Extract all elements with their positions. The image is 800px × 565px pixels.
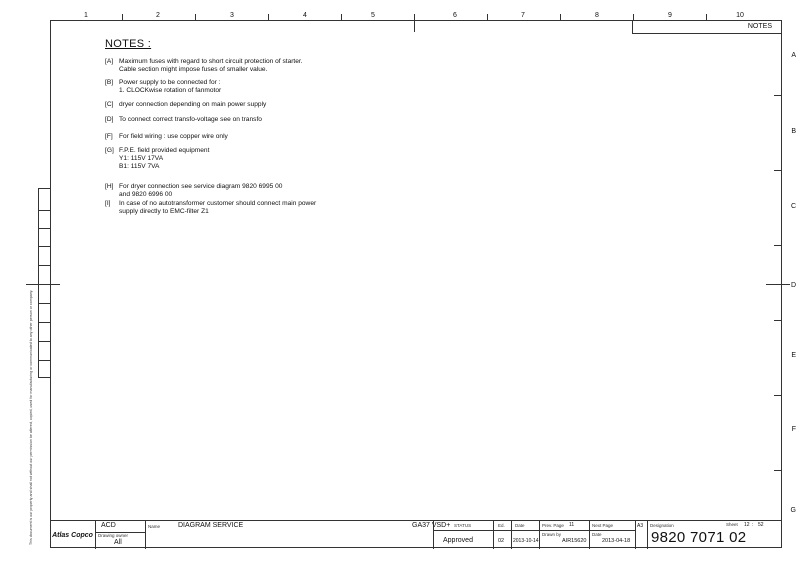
column-number: 8 <box>595 12 599 19</box>
edition-cell <box>493 521 511 549</box>
row-letter: F <box>791 426 796 433</box>
prev-page-cell <box>539 521 589 549</box>
column-tick <box>341 14 342 21</box>
model-name: GA37 VSD+ <box>412 522 451 529</box>
sheet-total: 52 <box>758 522 764 528</box>
note-line: Cable section might impose fuses of smaller value. <box>119 66 268 73</box>
note-line: 1. CLOCKwise rotation of fanmotor <box>119 87 222 94</box>
date-value: 2013-10-14 <box>513 538 539 544</box>
note-item <box>105 79 221 95</box>
side-copyright-notice: This document is our property and shall not without our permission be altered, copied, used for manufacturing or communicated to any other person or company. <box>29 289 33 545</box>
status-value: Approved <box>443 537 473 544</box>
row-tick <box>766 284 790 285</box>
note-tag: [A] <box>105 58 114 65</box>
column-number: 9 <box>668 12 672 19</box>
header-notes-label: NOTES <box>747 23 772 30</box>
acd-label: ACD <box>101 522 116 529</box>
strip-line <box>38 210 50 211</box>
column-number: 5 <box>371 12 375 19</box>
edition-value: 02 <box>498 538 505 544</box>
strip-line <box>38 322 50 323</box>
note-line: For field wiring : use copper wire only <box>119 133 228 140</box>
note-line: Maximum fuses with regard to short circuit protection of starter. <box>119 58 303 65</box>
status-label: STATUS <box>454 523 472 528</box>
strip-line <box>38 246 50 247</box>
drawing-owner-value: All <box>114 539 122 546</box>
column-number: 2 <box>156 12 160 19</box>
row-tick <box>774 170 782 171</box>
note-line: B1: 115V 7VA <box>119 163 160 170</box>
note-line: To connect correct transfo-voltage see on transfo <box>119 116 262 123</box>
note-item <box>105 58 303 74</box>
strip-line <box>38 265 50 266</box>
drawn-by-label: Drawn by <box>542 532 562 537</box>
row-letter: D <box>790 282 796 289</box>
note-line: For dryer connection see service diagram 9820 6995 00 <box>119 183 283 190</box>
name-label: Name <box>148 524 161 529</box>
prev-page-value: 11 <box>569 522 575 528</box>
column-tick <box>195 14 196 21</box>
drawing-owner-label: Drawing owner <box>98 533 129 538</box>
note-item <box>105 200 316 216</box>
column-number: 7 <box>521 12 525 19</box>
row-letter: E <box>791 352 796 359</box>
column-number: 1 <box>84 12 88 19</box>
strip-line <box>38 341 50 342</box>
logo-cell <box>50 521 95 549</box>
row-tick <box>774 245 782 246</box>
strip-line <box>38 228 50 229</box>
strip-line <box>26 284 60 285</box>
designation-cell <box>647 521 782 549</box>
column-tick <box>268 14 269 21</box>
note-line: F.P.E. field provided equipment <box>119 147 210 154</box>
note-tag: [F] <box>105 133 113 140</box>
note-tag: [G] <box>105 147 114 154</box>
header-divider <box>414 20 415 32</box>
column-tick <box>560 14 561 21</box>
next-page-label: Next Page <box>592 523 614 528</box>
status-cell <box>433 521 493 549</box>
diagram-name: DIAGRAM SERVICE <box>178 522 244 529</box>
notes-title: NOTES : <box>105 38 152 50</box>
drawn-by-value: AIR15620 <box>562 538 587 544</box>
row-tick <box>774 470 782 471</box>
format-cell <box>635 521 647 549</box>
row-tick <box>774 95 782 96</box>
note-tag: [H] <box>105 183 114 190</box>
prev-page-label: Prev. Page <box>542 523 564 528</box>
note-item <box>105 101 266 109</box>
note-item <box>105 147 209 171</box>
edition-label: Ed. <box>498 523 505 528</box>
note-line: In case of no autotransformer customer should connect main power <box>119 200 317 207</box>
strip-line <box>38 303 50 304</box>
sheet-number: 12 <box>744 522 750 528</box>
date2-label: Date <box>592 532 602 537</box>
format-value: A3 <box>637 523 644 529</box>
note-tag: [D] <box>105 116 114 123</box>
column-number: 3 <box>230 12 234 19</box>
row-tick <box>774 395 782 396</box>
note-item <box>105 133 228 141</box>
note-line: and 9820 6996 00 <box>119 191 173 198</box>
column-number: 6 <box>453 12 457 19</box>
row-letter: G <box>790 507 796 514</box>
column-number: 4 <box>303 12 307 19</box>
note-item <box>105 183 282 199</box>
date-label: Date <box>515 523 525 528</box>
title-block <box>50 520 782 549</box>
owner-cell <box>95 521 145 549</box>
note-line: supply directly to EMC-filter Z1 <box>119 208 209 215</box>
atlas-copco-logo: Atlas Copco <box>52 531 93 539</box>
row-letter: A <box>791 52 796 59</box>
date2-value: 2013-04-18 <box>602 538 631 544</box>
note-line: dryer connection depending on main power supply <box>119 101 267 108</box>
next-page-cell <box>589 521 635 549</box>
row-letter: C <box>790 203 796 210</box>
header-notes-box <box>632 20 782 34</box>
column-tick <box>487 14 488 21</box>
row-letter: B <box>791 128 796 135</box>
column-number: 10 <box>736 12 744 19</box>
note-line: Y1: 115V 17VA <box>119 155 164 162</box>
note-tag: [C] <box>105 101 114 108</box>
row-tick <box>774 320 782 321</box>
note-tag: [B] <box>105 79 114 86</box>
note-tag: [I] <box>105 200 111 207</box>
strip-line <box>38 360 50 361</box>
drawing-frame <box>50 20 782 548</box>
designation-label: Designation <box>650 523 674 528</box>
left-revision-strip <box>38 188 50 378</box>
sheet-separator: : <box>752 522 754 528</box>
date-cell <box>511 521 539 549</box>
note-item <box>105 116 262 124</box>
sheet-label: Sheet <box>726 522 738 527</box>
designation-number: 9820 7071 02 <box>651 529 747 546</box>
column-tick <box>122 14 123 21</box>
note-line: Power supply to be connected for : <box>119 79 221 86</box>
